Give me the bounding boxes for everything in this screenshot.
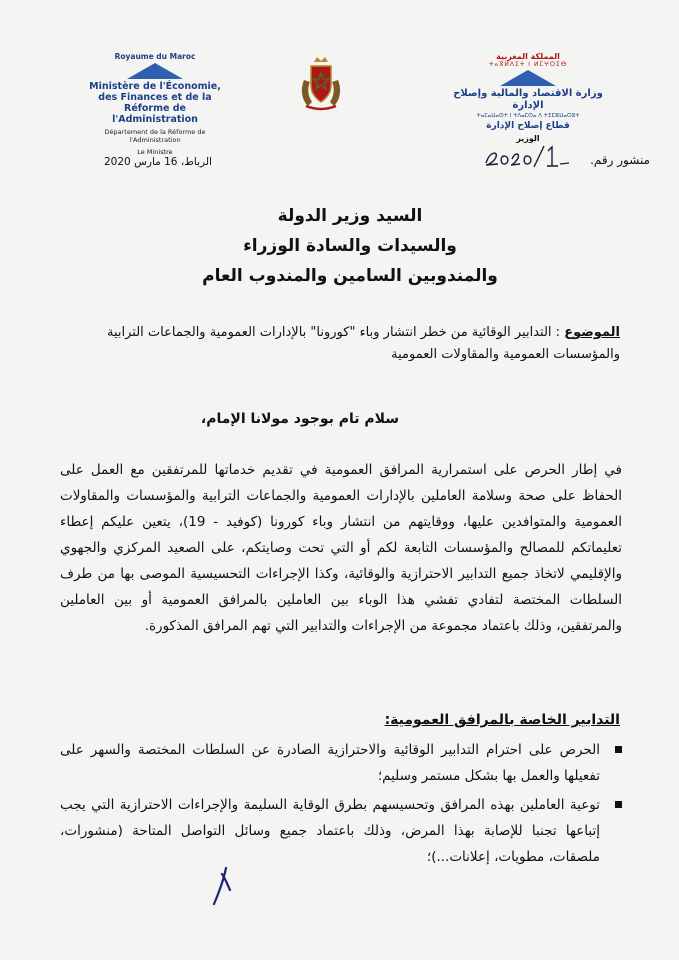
subject-label: الموضوع: [564, 325, 620, 340]
letter-date: الرباط، 16 مارس 2020: [104, 156, 212, 168]
sector-name-ar: قطاع إصلاح الإدارة: [486, 121, 570, 131]
addressee-line-2: والسيدات والسادة الوزراء: [243, 236, 457, 256]
greeting: سلام تام بوجود مولانا الإمام،: [200, 411, 400, 427]
list-item: [60, 792, 626, 870]
section-heading: التدابير الخاصة بالمرافق العمومية:: [384, 712, 620, 728]
list-item-text: الحرص على احترام التدابير الوقائية والاحترازية الصادرة عن السلطات المختصة والسهر على تفعيلها والعمل بها بشكل مستمر وسليم؛: [60, 742, 600, 784]
circular-number: [482, 143, 650, 169]
letterhead-french: [80, 52, 230, 156]
kingdom-label-fr: Royaume du Maroc: [114, 52, 196, 61]
handwritten-initial-icon: [200, 864, 240, 909]
royal-coat-of-arms-icon: [298, 56, 344, 112]
department-name-fr: Département de la Réforme de l'Administration: [104, 128, 206, 144]
letterhead-arabic: [448, 52, 608, 143]
role-label-ar: الوزير: [516, 134, 540, 143]
subject-text: : التدابير الوقائية من خطر انتشار وباء "كورونا" بالإدارات العمومية والجماعات الترابية والمؤسسات العمومية والمقاولات العمومية: [106, 325, 620, 362]
measures-list: [60, 737, 626, 873]
role-label-fr: Le Ministre: [137, 148, 173, 156]
ministry-name-ar: وزارة الاقتصاد والمالية وإصلاح الإدارة: [453, 88, 603, 111]
list-item-text: توعية العاملين بهذه المرافق وتحسيسهم بطرق الوقاية السليمة والإجراءات الاحترازية التي يجب إتباعها تجنبا للإصابة بهذا المرض، وذلك باعتماد جميع وسائل التواصل المتاحة (منشورات، ملصقات، مطويات، إعلانات...)؛: [60, 797, 600, 865]
list-item: [60, 737, 626, 789]
body-paragraph: في إطار الحرص على استمرارية المرافق العمومية في تقديم خدماتها للمرتفقين مع العمل على الحفاظ على صحة وسلامة العاملين بالإدارات العمومية والجماعات الترابية والمؤسسات والمقاولات العمومية والمتوافدين عليها، ووقايتهم من انتشار وباء كورونا (كوفيد - 19)، يتعين عليكم إعطاء تعليماتكم للمصالح والمؤسسات التابعة لكم أو التي تحت وصايتكم، على الصعيد المركزي والجهوي والإقليمي لاتخاذ جميع التدابير الاحترازية والوقائية، وكذا الإجراءات التحسيسية الموصى بها من طرف السلطات المختصة لتفادي تفشي هذا الوباء بين العاملين بالمرافق العمومية أو بين العاملين والمرتفقين، وذلك باعتماد مجموعة من الإجراءات والتدابير التي تهم المرافق المذكورة.: [60, 462, 622, 634]
bullet-square-icon: [615, 801, 622, 808]
ministry-name-tifinagh: ⵜⴰⵎⴰⵡⴰⵙⵜ ⵏ ⵜⴷⴰⵎⵙⴰ ⴷ ⵜⵉⵎⵣⵡⴰⵔⵓⵜ: [476, 113, 580, 119]
circular-handwritten-number-icon: [482, 143, 572, 169]
ministry-name-fr: Ministère de l'Économie, des Finances et de la Réforme de l'Administration: [89, 81, 221, 125]
kingdom-label-ar: المملكة المغربية: [496, 52, 560, 61]
kingdom-label-tifinagh: ⵜⴰⴳⵍⴷⵉⵜ ⵏ ⵍⵎⵖⵔⵉⴱ: [488, 61, 568, 68]
ministry-logo-icon: [127, 63, 183, 79]
ministry-logo-icon-ar: [500, 70, 556, 86]
bullet-square-icon: [615, 746, 622, 753]
addressee-line-1: السيد وزير الدولة: [277, 206, 423, 226]
addressee-line-3: والمندوبين السامين والمندوب العام: [202, 266, 498, 286]
subject-line: [60, 322, 620, 366]
circular-label: منشور رقم.: [590, 153, 650, 167]
